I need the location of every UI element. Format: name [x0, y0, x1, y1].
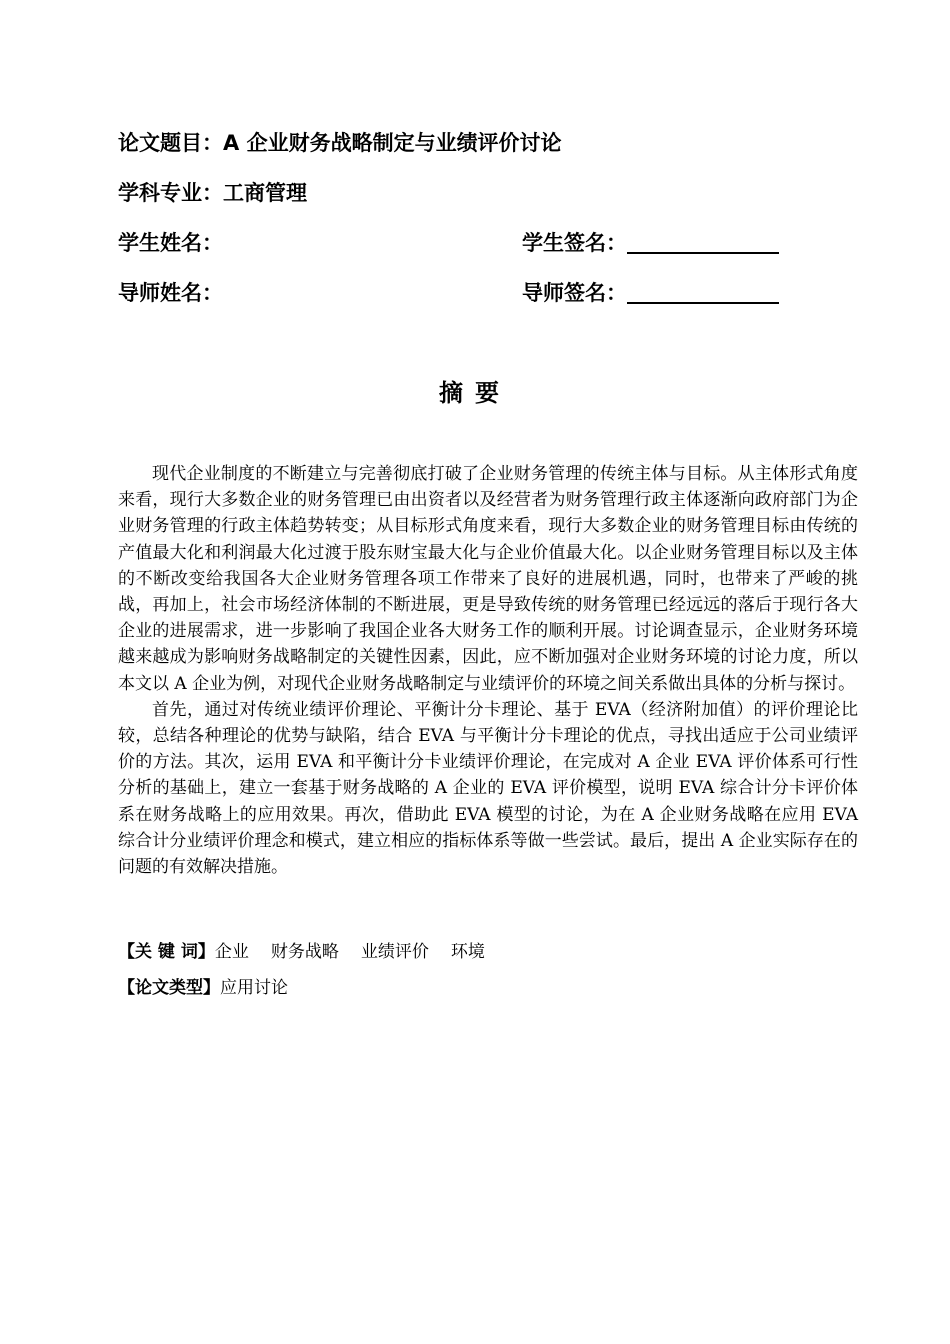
- abstract-title: 摘要: [439, 379, 511, 407]
- keyword-item: 业绩评价: [360, 942, 429, 962]
- keyword-item: 企业: [214, 942, 249, 962]
- keyword-item: 环境: [450, 942, 485, 962]
- abstract-paragraph-2: 首先，通过对传统业绩评价理论、平衡计分卡理论、基于 EVA（经济附加值）的评价理论比较，总结各种理论的优势与缺陷，结合 EVA 与平衡计分卡理论的优点，寻找出适应于公司业绩评价的方法。其次，运用 EVA 和平衡计分卡业绩评价理论，在完成对 A 企业 EVA 评价体系可行性分析的基础上，建立一套基于财务战略的 A 企业的 EVA 评价模型，说明 EVA 综合计分卡评价体系在财务战略上的应用效果。再次，借助此 EVA 模型的讨论，为在 A 企业财务战略在应用 EVA 综合计分业绩评价理念和模式，建立相应的指标体系等做一些尝试。最后，提出 A 企业实际存在的问题的有效解决措施。: [118, 699, 858, 878]
- abstract-paragraph-1: 现代企业制度的不断建立与完善彻底打破了企业财务管理的传统主体与目标。从主体形式角度来看，现行大多数企业的财务管理已由出资者以及经营者为财务管理行政主体逐渐向政府部门为企业财务管理的行政主体趋势转变；从目标形式角度来看，现行大多数企业的财务管理目标由传统的产值最大化和利润最大化过渡于股东财宝最大化与企业价值最大化。以企业财务管理目标以及主体的不断改变给我国各大企业财务管理各项工作带来了良好的进展机遇，同时，也带来了严峻的挑战，再加上，社会市场经济体制的不断进展，更是导致传统的财务管理已经远远的落后于现行各大企业的进展需求，进一步影响了我国企业各大财务工作的顺利开展。讨论调查显示，企业财务环境越来越成为影响财务战略制定的关键性因素，因此，应不断加强对企业财务环境的讨论力度，所以本文以 A 企业为例，对现代企业财务战略制定与业绩评价的环境之间关系做出具体的分析与探讨。: [118, 464, 858, 694]
- major-label: 学科专业：: [118, 181, 223, 205]
- advisor-name-label: 导师姓名：: [118, 281, 223, 305]
- paper-type-line: [118, 973, 288, 998]
- student-name-label: 学生姓名：: [118, 231, 223, 255]
- advisor-name-field: [118, 277, 223, 307]
- thesis-title-value: A 企业财务战略制定与业绩评价讨论: [223, 131, 562, 155]
- advisor-signature-label: 导师签名：: [522, 281, 627, 305]
- abstract-body: [118, 461, 858, 880]
- student-signature-field: [522, 227, 779, 257]
- keywords-label: 【关 键 词】: [118, 942, 215, 962]
- paper-type-value: 应用讨论: [220, 978, 288, 998]
- major-field: [118, 177, 307, 207]
- student-signature-line: [627, 234, 779, 254]
- student-name-field: [118, 227, 223, 257]
- advisor-signature-line: [627, 284, 779, 304]
- major-value: 工商管理: [223, 181, 307, 205]
- student-signature-label: 学生签名：: [522, 231, 627, 255]
- advisor-signature-field: [522, 277, 779, 307]
- paper-type-label: 【论文类型】: [118, 978, 220, 998]
- thesis-title-field: [118, 127, 562, 157]
- keywords-line: [118, 937, 507, 962]
- keyword-item: 财务战略: [270, 942, 339, 962]
- thesis-title-label: 论文题目：: [118, 131, 223, 155]
